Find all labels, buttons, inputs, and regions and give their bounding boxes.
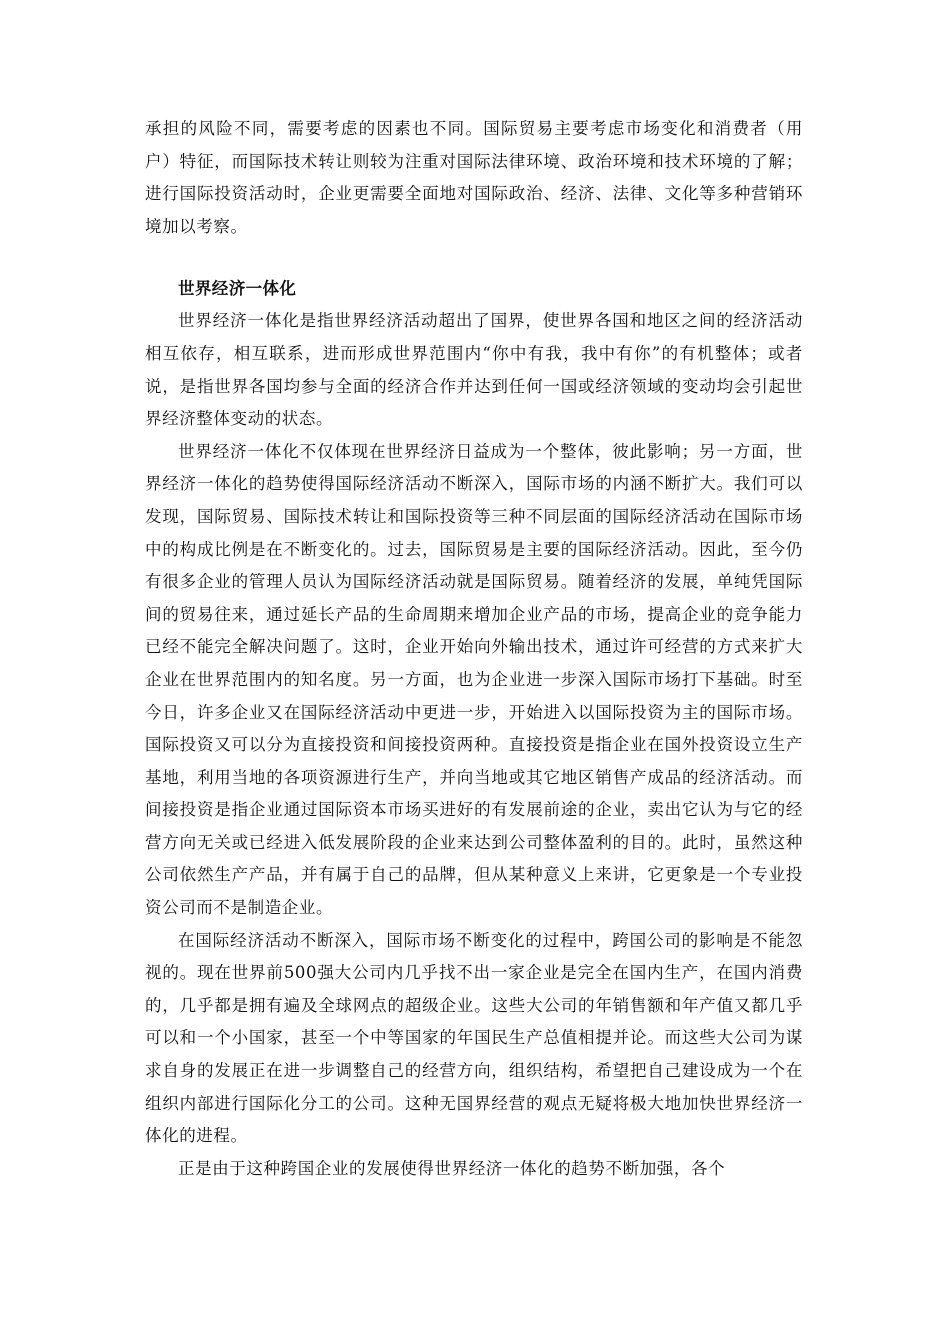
- document-page: [145, 113, 803, 1185]
- body-paragraph-2: 世界经济一体化不仅体现在世界经济日益成为一个整体，彼此影响；另一方面，世界经济一体化的趋势使得国际经济活动不断深入，国际市场的内涵不断扩大。我们可以发现，国际贸易、国际技术转让和国际投资等三种不同层面的国际经济活动在国际市场中的构成比例是在不断变化的。过去，国际贸易是主要的国际经济活动。因此，至今仍有很多企业的管理人员认为国际经济活动就是国际贸易。随着经济的发展，单纯凭国际间的贸易往来，通过延长产品的生命周期来增加企业产品的市场，提高企业的竞争能力已经不能完全解决问题了。这时，企业开始向外输出技术，通过许可经营的方式来扩大企业在世界范围内的知名度。另一方面，也为企业进一步深入国际市场打下基础。时至今日，许多企业又在国际经济活动中更进一步，开始进入以国际投资为主的国际市场。国际投资又可以分为直接投资和间接投资两种。直接投资是指企业在国外投资设立生产基地，利用当地的各项资源进行生产，并向当地或其它地区销售产成品的经济活动。而间接投资是指企业通过国际资本市场买进好的有发展前途的企业，卖出它认为与它的经营方向无关或已经进入低发展阶段的企业来达到公司整体盈利的目的。此时，虽然这种公司依然生产产品，并有属于自己的品牌，但从某种意义上来讲，它更象是一个专业投资公司而不是制造企业。: [145, 441, 803, 918]
- body-paragraph-1: 世界经济一体化是指世界经济活动超出了国界，使世界各国和地区之间的经济活动相互依存，相互联系，进而形成世界范围内“你中有我，我中有你”的有机整体；或者说，是指世界各国均参与全面的经济合作并达到任何一国或经济领域的变动均会引起世界经济整体变动的状态。: [145, 311, 803, 429]
- body-paragraph-4: 正是由于这种跨国企业的发展使得世界经济一体化的趋势不断加强，各个: [178, 1158, 726, 1178]
- section-heading: 世界经济一体化: [178, 279, 297, 299]
- intro-paragraph: 承担的风险不同，需要考虑的因素也不同。国际贸易主要考虑市场变化和消费者（用户）特征，而国际技术转让则较为注重对国际法律环境、政治环境和技术环境的了解；进行国际投资活动时，企业更需要全面地对国际政治、经济、法律、文化等多种营销环境加以考察。: [145, 119, 803, 236]
- body-paragraph-3: 在国际经济活动不断深入，国际市场不断变化的过程中，跨国公司的影响是不能忽视的。现在世界前500强大公司内几乎找不出一家企业是完全在国内生产，在国内消费的，几乎都是拥有遍及全球网点的超级企业。这些大公司的年销售额和年产值又都几乎可以和一个小国家，甚至一个中等国家的年国民生产总值相提并论。而这些大公司为谋求自身的发展正在进一步调整自己的经营方向，组织结构，希望把自己建设成为一个在组织内部进行国际化分工的公司。这种无国界经营的观点无疑将极大地加快世界经济一体化的进程。: [145, 930, 803, 1146]
